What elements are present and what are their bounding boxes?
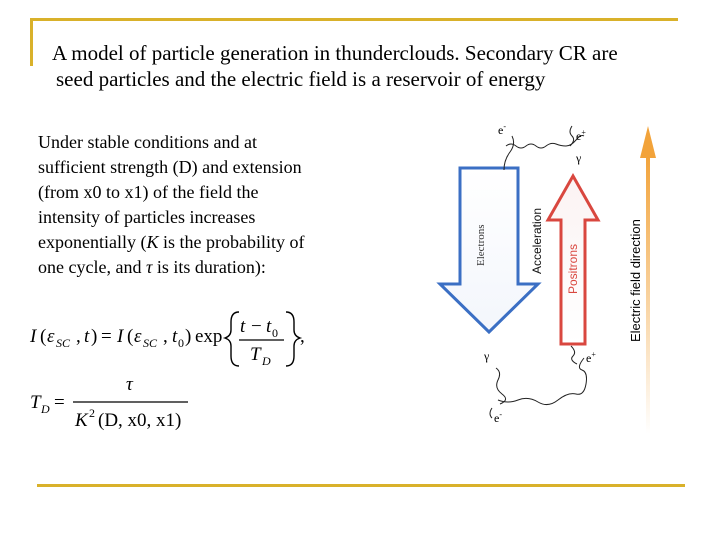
svg-text:t: t [84, 326, 90, 347]
svg-text:D: D [262, 354, 271, 368]
body-line-6: one cycle, and τ is its duration): [38, 257, 266, 277]
svg-text:t: t [266, 316, 272, 337]
gamma-symbol-top: γ [576, 151, 582, 165]
svg-text:τ: τ [126, 374, 133, 395]
frame-left-line [30, 18, 33, 66]
svg-text:,: , [76, 326, 81, 347]
electrons-arrow [440, 168, 538, 332]
title-line-2: seed particles and the electric field is a reservoir of energy [56, 67, 546, 91]
svg-text:I: I [30, 326, 37, 347]
svg-text:D: D [41, 402, 50, 416]
intensity-equation [29, 312, 305, 368]
gamma-symbol-bottom: γ [484, 349, 490, 363]
positron-symbol-top: e+ [576, 128, 586, 143]
svg-text:ε: ε [47, 326, 55, 347]
svg-text:0: 0 [272, 326, 278, 340]
body-line-4: intensity of particles increases [38, 207, 256, 227]
svg-text:(D, x0, x1): (D, x0, x1) [98, 410, 182, 431]
field-direction-label: Electric field direction [628, 219, 643, 342]
svg-text:SC: SC [56, 336, 71, 350]
svg-text:(: ( [40, 326, 47, 347]
electron-symbol-top: e- [498, 122, 506, 137]
svg-text:K: K [75, 410, 88, 431]
svg-text:exp: exp [195, 326, 223, 347]
positron-symbol-bottom: e+ [586, 350, 596, 365]
svg-text:t: t [172, 326, 178, 347]
body-line-3: (from x0 to x1) of the field the [38, 182, 259, 202]
frame-bottom-line [37, 484, 685, 487]
electron-symbol-bottom: e- [494, 410, 502, 425]
svg-text:): ) [91, 326, 98, 347]
body-text [38, 130, 368, 280]
body-line-5: exponentially (K is the probability of [38, 232, 305, 252]
svg-text:): ) [185, 326, 192, 347]
svg-text:−: − [251, 316, 262, 337]
svg-text:(: ( [127, 326, 134, 347]
svg-text:,: , [300, 326, 305, 347]
positrons-label: Positrons [566, 243, 580, 294]
body-line-1: Under stable conditions and at [38, 132, 257, 152]
formula-block [28, 300, 358, 440]
electrons-label: Electrons [475, 224, 487, 266]
duration-equation [30, 374, 188, 431]
svg-text:=: = [54, 392, 65, 413]
acceleration-label: Acceleration [530, 207, 544, 274]
svg-text:=: = [101, 326, 112, 347]
frame-top-line [30, 18, 678, 21]
body-line-2: sufficient strength (D) and extension [38, 157, 302, 177]
svg-text:T: T [30, 392, 41, 413]
svg-text:t: t [240, 316, 246, 337]
svg-text:2: 2 [89, 406, 95, 420]
svg-text:0: 0 [178, 336, 184, 350]
particle-generation-diagram [388, 116, 680, 434]
title-line-1: A model of particle generation in thunderclouds. Secondary CR are [52, 41, 618, 65]
svg-text:SC: SC [143, 336, 158, 350]
svg-text:I: I [117, 326, 124, 347]
svg-text:ε: ε [134, 326, 142, 347]
svg-text:T: T [250, 344, 261, 365]
svg-text:,: , [163, 326, 168, 347]
slide-title [52, 40, 712, 92]
